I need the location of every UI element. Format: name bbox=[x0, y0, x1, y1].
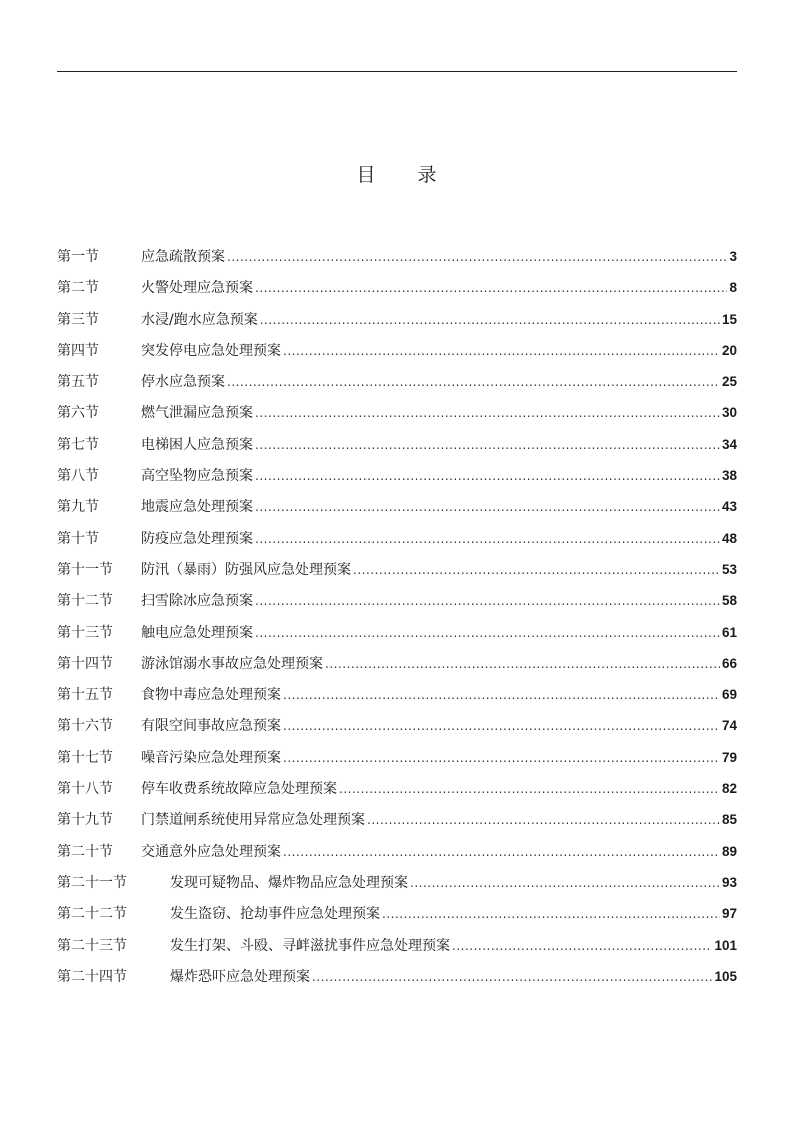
toc-page-number: 61 bbox=[721, 624, 737, 640]
page-title: 目 录 bbox=[356, 164, 455, 186]
toc-dot-leader bbox=[452, 931, 712, 962]
toc-entry[interactable] bbox=[57, 366, 737, 397]
toc-entry[interactable] bbox=[57, 397, 737, 428]
toc-entry-title: 发生打架、斗殴、寻衅滋扰事件应急处理预案 bbox=[170, 937, 450, 954]
toc-dot-leader bbox=[255, 618, 720, 649]
toc-section-number: 第二十节 bbox=[57, 843, 113, 860]
toc-section-number: 第十六节 bbox=[57, 718, 113, 735]
toc-dot-leader bbox=[283, 336, 720, 367]
toc-entry[interactable] bbox=[57, 804, 737, 835]
toc-entry-title: 触电应急处理预案 bbox=[141, 624, 253, 641]
toc-entry[interactable] bbox=[57, 961, 737, 992]
toc-entry-title: 发生盗窃、抢劫事件应急处理预案 bbox=[170, 906, 380, 923]
toc-section-number: 第十三节 bbox=[57, 624, 113, 641]
toc-section-number: 第二十二节 bbox=[57, 906, 127, 923]
toc-page-number: 66 bbox=[721, 655, 737, 671]
toc-dot-leader bbox=[325, 649, 720, 680]
toc-page-number: 89 bbox=[721, 843, 737, 859]
toc-entry-title: 电梯困人应急预案 bbox=[141, 436, 253, 453]
toc-section-number: 第十四节 bbox=[57, 655, 113, 672]
toc-entry[interactable] bbox=[57, 241, 737, 272]
toc-entry-title: 高空坠物应急预案 bbox=[141, 468, 253, 485]
toc-section-number: 第十二节 bbox=[57, 593, 113, 610]
toc-entry[interactable] bbox=[57, 523, 737, 554]
toc-entry-title: 突发停电应急处理预案 bbox=[141, 342, 281, 359]
toc-section-number: 第五节 bbox=[57, 374, 99, 391]
toc-page-number: 79 bbox=[721, 749, 737, 765]
toc-entry[interactable] bbox=[57, 460, 737, 491]
toc-section-number: 第二十四节 bbox=[57, 968, 127, 985]
toc-page-number: 25 bbox=[721, 374, 737, 390]
toc-dot-leader bbox=[255, 273, 727, 304]
toc-section-number: 第二十一节 bbox=[57, 874, 127, 891]
toc-entry[interactable] bbox=[57, 648, 737, 679]
toc-page-number: 34 bbox=[721, 436, 737, 452]
toc-dot-leader bbox=[367, 805, 720, 836]
toc-page-number: 74 bbox=[721, 718, 737, 734]
toc-entry-title: 游泳馆溺水事故应急处理预案 bbox=[141, 655, 323, 672]
toc-entry[interactable] bbox=[57, 773, 737, 804]
toc-entry[interactable] bbox=[57, 930, 737, 961]
toc-entry[interactable] bbox=[57, 429, 737, 460]
toc-entry-title: 爆炸恐吓应急处理预案 bbox=[170, 968, 310, 985]
toc-dot-leader bbox=[255, 398, 720, 429]
header-rule bbox=[57, 71, 737, 72]
toc-page-number: 85 bbox=[721, 812, 737, 828]
toc-dot-leader bbox=[382, 899, 720, 930]
toc-entry[interactable] bbox=[57, 679, 737, 710]
toc-dot-leader bbox=[353, 555, 720, 586]
toc-entry[interactable] bbox=[57, 836, 737, 867]
toc-entry[interactable] bbox=[57, 742, 737, 773]
toc-page-number: 101 bbox=[714, 937, 737, 953]
toc-dot-leader bbox=[227, 367, 720, 398]
toc-entry-title: 交通意外应急处理预案 bbox=[141, 843, 281, 860]
toc-page-number: 38 bbox=[721, 468, 737, 484]
toc-dot-leader bbox=[283, 711, 720, 742]
toc-section-number: 第十五节 bbox=[57, 687, 113, 704]
toc-entry-title: 食物中毒应急处理预案 bbox=[141, 687, 281, 704]
toc-section-number: 第一节 bbox=[57, 249, 99, 265]
toc-page-number: 82 bbox=[721, 781, 737, 797]
toc-section-number: 第十七节 bbox=[57, 749, 113, 766]
toc-dot-leader bbox=[283, 743, 720, 774]
toc-page-number: 8 bbox=[729, 280, 737, 296]
toc-section-number: 第二节 bbox=[57, 280, 99, 297]
toc-entry-title: 地震应急处理预案 bbox=[141, 499, 253, 516]
toc-entry-title: 应急疏散预案 bbox=[141, 249, 225, 265]
toc-entry[interactable] bbox=[57, 304, 737, 335]
toc-dot-leader bbox=[410, 868, 720, 899]
toc-entry[interactable] bbox=[57, 554, 737, 585]
toc-section-number: 第七节 bbox=[57, 436, 99, 453]
toc-page-number: 30 bbox=[721, 405, 737, 421]
toc-section-number: 第十一节 bbox=[57, 561, 113, 578]
toc-page-number: 20 bbox=[721, 342, 737, 358]
toc-entry[interactable] bbox=[57, 272, 737, 303]
toc-entry-title: 扫雪除冰应急预案 bbox=[141, 593, 253, 610]
toc-dot-leader bbox=[260, 305, 720, 336]
toc-section-number: 第三节 bbox=[57, 311, 99, 328]
toc-entry-title: 噪音污染应急处理预案 bbox=[141, 749, 281, 766]
toc-dot-leader bbox=[255, 524, 720, 555]
toc-entry-title: 防疫应急处理预案 bbox=[141, 530, 253, 547]
toc-entry[interactable] bbox=[57, 585, 737, 616]
toc-dot-leader bbox=[255, 586, 720, 617]
toc-entry-title: 防汛（暴雨）防强风应急处理预案 bbox=[141, 561, 351, 578]
toc-section-number: 第二十三节 bbox=[57, 937, 127, 954]
table-of-contents bbox=[57, 241, 737, 992]
toc-section-number: 第八节 bbox=[57, 468, 99, 485]
toc-page-number: 97 bbox=[721, 906, 737, 922]
toc-entry[interactable] bbox=[57, 898, 737, 929]
toc-dot-leader bbox=[255, 461, 720, 492]
toc-page-number: 105 bbox=[714, 968, 737, 984]
toc-entry-title: 水浸/跑水应急预案 bbox=[141, 311, 258, 328]
toc-dot-leader bbox=[339, 774, 720, 805]
toc-dot-leader bbox=[283, 680, 720, 711]
toc-entry-title: 停车收费系统故障应急处理预案 bbox=[141, 781, 337, 798]
toc-section-number: 第九节 bbox=[57, 499, 99, 516]
toc-dot-leader bbox=[255, 492, 720, 523]
toc-page-number: 3 bbox=[729, 249, 737, 264]
toc-page-number: 48 bbox=[721, 530, 737, 546]
toc-section-number: 第六节 bbox=[57, 405, 99, 422]
toc-section-number: 第四节 bbox=[57, 342, 99, 359]
toc-section-number: 第十九节 bbox=[57, 812, 113, 829]
toc-entry-title: 门禁道闸系统使用异常应急处理预案 bbox=[141, 812, 365, 829]
toc-entry[interactable] bbox=[57, 710, 737, 741]
toc-entry-title: 发现可疑物品、爆炸物品应急处理预案 bbox=[170, 874, 408, 891]
toc-page-number: 15 bbox=[721, 311, 737, 327]
toc-entry-title: 有限空间事故应急预案 bbox=[141, 718, 281, 735]
toc-page-number: 69 bbox=[721, 687, 737, 703]
toc-dot-leader bbox=[283, 837, 720, 868]
toc-dot-leader bbox=[255, 430, 720, 461]
toc-page-number: 43 bbox=[721, 499, 737, 515]
toc-entry[interactable] bbox=[57, 867, 737, 898]
toc-dot-leader bbox=[227, 242, 727, 273]
toc-page-number: 93 bbox=[721, 874, 737, 890]
toc-entry-title: 火警处理应急预案 bbox=[141, 280, 253, 297]
toc-entry[interactable] bbox=[57, 335, 737, 366]
toc-page-number: 58 bbox=[721, 593, 737, 609]
toc-entry-title: 燃气泄漏应急预案 bbox=[141, 405, 253, 422]
toc-section-number: 第十节 bbox=[57, 530, 99, 547]
toc-dot-leader bbox=[312, 962, 712, 993]
toc-section-number: 第十八节 bbox=[57, 781, 113, 798]
toc-entry[interactable] bbox=[57, 617, 737, 648]
toc-page-number: 53 bbox=[721, 561, 737, 577]
toc-entry[interactable] bbox=[57, 491, 737, 522]
toc-entry-title: 停水应急预案 bbox=[141, 374, 225, 391]
